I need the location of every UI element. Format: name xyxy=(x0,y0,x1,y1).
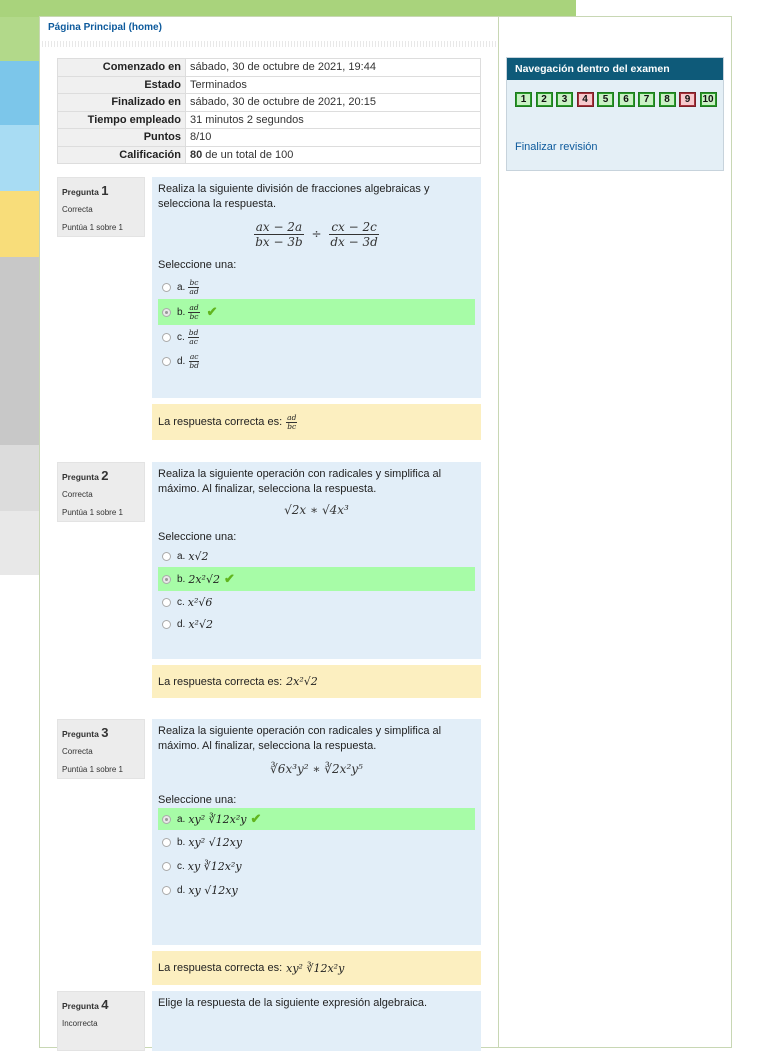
radio-button[interactable] xyxy=(162,598,171,607)
summary-value: 8/10 xyxy=(186,129,481,147)
question-body xyxy=(152,719,481,945)
finish-review-link[interactable]: Finalizar revisión xyxy=(515,141,598,153)
question-nav-buttons xyxy=(515,92,721,114)
options-list xyxy=(158,275,475,373)
question-status: Correcta xyxy=(62,490,93,499)
question-status: Correcta xyxy=(62,205,93,214)
check-icon: ✔ xyxy=(250,811,262,826)
nav-button-8[interactable]: 8 xyxy=(659,92,676,107)
question-status: Incorrecta xyxy=(62,1019,98,1028)
radio-button[interactable] xyxy=(162,575,171,584)
question-number: Pregunta 1 xyxy=(62,183,109,198)
correct-answer-box xyxy=(152,404,481,440)
left-strip-7 xyxy=(0,511,39,575)
grade-value: 80 xyxy=(190,148,203,161)
correct-answer-value: xy² ∛12x²y xyxy=(286,961,345,975)
summary-row xyxy=(58,59,481,77)
option-a[interactable]: a. $\frac{bc}{ad}$ xyxy=(158,275,475,299)
correct-answer-value: 2x²√2 xyxy=(286,675,318,688)
summary-value: Terminados xyxy=(186,76,481,94)
question-score: Puntúa 1 sobre 1 xyxy=(62,508,123,517)
radio-button[interactable] xyxy=(162,357,171,366)
breadcrumb-home[interactable]: Página Principal (home) xyxy=(48,22,162,33)
question-formula: ∛6x³y² ∗ ∛2x²y⁵ xyxy=(270,762,363,776)
options-list xyxy=(158,808,475,902)
left-strip-3 xyxy=(0,125,39,191)
radio-button[interactable] xyxy=(162,862,171,871)
left-strip-2 xyxy=(0,61,39,125)
correct-answer-value: $\frac{ad}{bc}$ xyxy=(287,412,297,431)
radio-button[interactable] xyxy=(162,552,171,561)
question-body xyxy=(152,462,481,659)
quiz-navigation-block xyxy=(506,57,724,171)
radio-button[interactable] xyxy=(162,283,171,292)
nav-button-6[interactable]: 6 xyxy=(618,92,635,107)
question-number: Pregunta 2 xyxy=(62,468,109,483)
nav-button-5[interactable]: 5 xyxy=(597,92,614,107)
radio-button[interactable] xyxy=(162,815,171,824)
top-banner xyxy=(0,0,576,17)
summary-label: Comenzado en xyxy=(58,59,186,77)
question-formula: √2x ∗ √4x³ xyxy=(284,503,349,517)
select-label: Seleccione una: xyxy=(158,531,237,543)
select-label: Seleccione una: xyxy=(158,794,237,806)
left-strip-5 xyxy=(0,257,39,445)
correct-answer-label: La respuesta correcta es: xyxy=(158,416,283,428)
summary-row xyxy=(58,146,481,164)
radio-button[interactable] xyxy=(162,838,171,847)
nav-button-1[interactable]: 1 xyxy=(515,92,532,107)
summary-value: sábado, 30 de octubre de 2021, 20:15 xyxy=(186,94,481,112)
radio-button[interactable] xyxy=(162,620,171,629)
question-status: Correcta xyxy=(62,747,93,756)
option-b-selected[interactable]: b. $\frac{ad}{bc}$ ✔ xyxy=(158,299,475,325)
question-number: Pregunta 4 xyxy=(62,997,109,1012)
summary-label: Tiempo empleado xyxy=(58,111,186,129)
question-text: Realiza la siguiente operación con radicales y simplifica al máximo. Al finalizar, selecciona la respuesta. xyxy=(158,468,442,495)
quiz-navigation-title: Navegación dentro del examen xyxy=(507,58,723,80)
question-info xyxy=(57,462,145,522)
radio-button[interactable] xyxy=(162,333,171,342)
radio-button[interactable] xyxy=(162,886,171,895)
nav-button-3[interactable]: 3 xyxy=(556,92,573,107)
question-text: Realiza la siguiente operación con radicales y simplifica al máximo. Al finalizar, selecciona la respuesta. xyxy=(158,725,442,752)
question-info xyxy=(57,991,145,1051)
attempt-summary-table xyxy=(57,58,481,164)
left-strip-6 xyxy=(0,445,39,511)
correct-answer-label: La respuesta correcta es: xyxy=(158,675,283,688)
question-info xyxy=(57,719,145,779)
option-d[interactable]: d. $\frac{ac}{bd}$ xyxy=(158,349,475,373)
option-b-selected[interactable]: b. 2x²√2 ✔ xyxy=(158,567,475,591)
page-container xyxy=(39,16,732,1048)
option-a-selected[interactable]: a. xy² ∛12x²y ✔ xyxy=(158,808,475,830)
radio-button[interactable] xyxy=(162,308,171,317)
nav-button-7[interactable]: 7 xyxy=(638,92,655,107)
option-c[interactable]: c. x²√6 xyxy=(158,591,475,613)
summary-value: sábado, 30 de octubre de 2021, 19:44 xyxy=(186,59,481,77)
question-formula: $\frac{ax - 2a}{bx - 3b}$ ÷ $\frac{cx - 2c}{dx - 3d}$ xyxy=(255,220,378,249)
correct-answer-box xyxy=(152,665,481,698)
question-score: Puntúa 1 sobre 1 xyxy=(62,765,123,774)
options-list xyxy=(158,545,475,635)
option-d[interactable]: d. xy √12xy xyxy=(158,878,475,902)
option-c[interactable]: c. xy ∛12x²y xyxy=(158,854,475,878)
correct-answer-box xyxy=(152,951,481,985)
option-a[interactable]: a. x√2 xyxy=(158,545,475,567)
summary-row xyxy=(58,111,481,129)
nav-button-2[interactable]: 2 xyxy=(536,92,553,107)
question-text: Elige la respuesta de la siguiente expresión algebraica. xyxy=(158,997,428,1009)
question-info xyxy=(57,177,145,237)
left-strip-4 xyxy=(0,191,39,257)
summary-label: Estado xyxy=(58,76,186,94)
grade-total: de un total de 100 xyxy=(202,148,294,161)
correct-answer-label: La respuesta correcta es: xyxy=(158,962,283,974)
select-label: Seleccione una: xyxy=(158,259,237,271)
option-d[interactable]: d. x²√2 xyxy=(158,613,475,635)
option-c[interactable]: c. $\frac{bd}{ac}$ xyxy=(158,325,475,349)
check-icon: ✔ xyxy=(223,571,235,586)
summary-label: Finalizado en xyxy=(58,94,186,112)
summary-row xyxy=(58,94,481,112)
left-strip-1 xyxy=(0,17,39,61)
main-content xyxy=(40,17,499,1047)
summary-label: Calificación xyxy=(58,146,186,164)
question-body xyxy=(152,177,481,398)
summary-value xyxy=(186,146,481,164)
summary-row xyxy=(58,129,481,147)
summary-value: 31 minutos 2 segundos xyxy=(186,111,481,129)
summary-label: Puntos xyxy=(58,129,186,147)
nav-button-4[interactable]: 4 xyxy=(577,92,594,107)
option-b[interactable]: b. xy² √12xy xyxy=(158,830,475,854)
question-body xyxy=(152,991,481,1051)
question-number: Pregunta 3 xyxy=(62,725,109,740)
question-score: Puntúa 1 sobre 1 xyxy=(62,223,123,232)
nav-button-10[interactable]: 10 xyxy=(700,92,717,107)
summary-row xyxy=(58,76,481,94)
question-text: Realiza la siguiente división de fracciones algebraicas y selecciona la respuesta. xyxy=(158,183,430,210)
check-icon: ✔ xyxy=(206,304,218,319)
nav-button-9[interactable]: 9 xyxy=(679,92,696,107)
